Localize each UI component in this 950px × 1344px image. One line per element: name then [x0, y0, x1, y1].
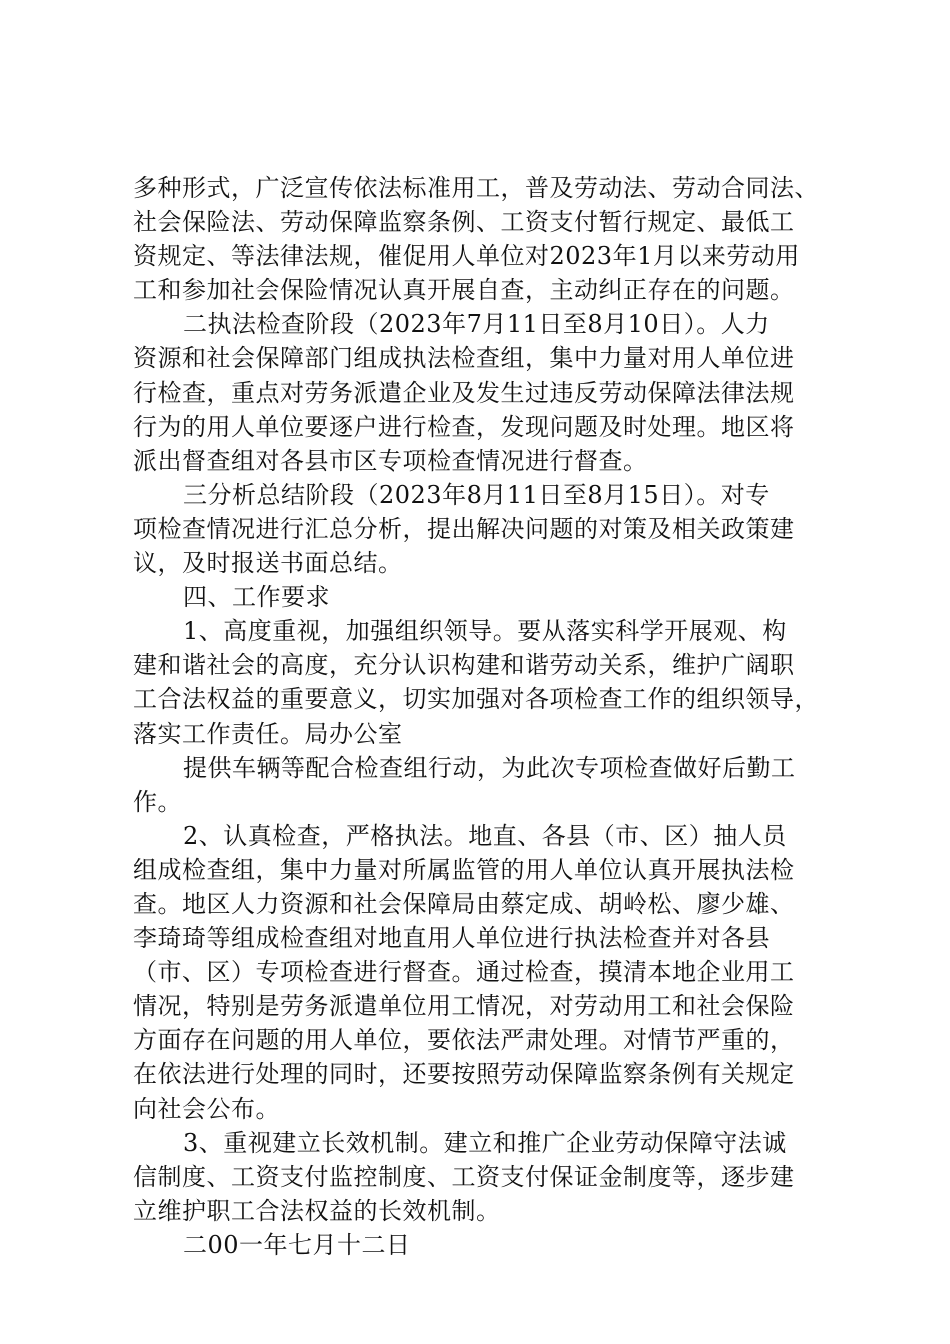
text-line: 落实工作责任。局办公室 — [133, 719, 403, 748]
text-line: 工合法权益的重要意义，切实加强对各项检查工作的组织领导， — [133, 685, 819, 714]
text-line: 查。地区人力资源和社会保障局由蔡定成、胡岭松、廖少雄、 — [133, 889, 795, 918]
text-line: 派出督查组对各县市区专项检查情况进行督查。 — [133, 446, 648, 475]
text-line: （市、区）专项检查进行督查。通过检查，摸清本地企业用工 — [133, 958, 795, 987]
text-line: 2、认真检查，严格执法。地直、各县（市、区）抽人员 — [183, 821, 787, 850]
text-line: 李琦琦等组成检查组对地直用人单位进行执法检查并对各县 — [133, 924, 770, 953]
document-body — [133, 171, 823, 1262]
text-line: 二00一年七月十二日 — [183, 1230, 411, 1259]
text-line: 行为的用人单位要逐户进行检查，发现问题及时处理。地区将 — [133, 412, 795, 441]
text-line: 在依法进行处理的同时，还要按照劳动保障监察条例有关规定 — [133, 1060, 795, 1089]
text-line: 议，及时报送书面总结。 — [133, 549, 403, 578]
text-line: 1、高度重视，加强组织领导。要从落实科学开展观、构 — [183, 617, 787, 646]
text-line: 项检查情况进行汇总分析，提出解决问题的对策及相关政策建 — [133, 514, 795, 543]
text-line: 资源和社会保障部门组成执法检查组，集中力量对用人单位进 — [133, 344, 795, 373]
text-line: 三分析总结阶段（2023年8月11日至8月15日）。对专 — [183, 480, 770, 509]
text-line: 提供车辆等配合检查组行动，为此次专项检查做好后勤工 — [183, 753, 796, 782]
text-line: 方面存在问题的用人单位，要依法严肃处理。对情节严重的， — [133, 1026, 795, 1055]
text-line: 3、重视建立长效机制。建立和推广企业劳动保障守法诚 — [183, 1128, 787, 1157]
text-line: 多种形式，广泛宣传依法标准用工，普及劳动法、劳动合同法、 — [133, 174, 819, 202]
text-line: 资规定、等法律法规，催促用人单位对2023年1月以来劳动用 — [133, 242, 800, 271]
text-line: 立维护职工合法权益的长效机制。 — [133, 1196, 501, 1225]
text-line: 向社会公布。 — [133, 1094, 280, 1123]
text-line: 组成检查组，集中力量对所属监管的用人单位认真开展执法检 — [133, 855, 795, 884]
text-line: 建和谐社会的高度，充分认识构建和谐劳动关系，维护广阔职 — [133, 651, 795, 680]
text-line: 社会保险法、劳动保障监察条例、工资支付暂行规定、最低工 — [133, 208, 795, 237]
text-line: 二执法检查阶段（2023年7月11日至8月10日）。人力 — [183, 310, 770, 339]
text-line: 情况，特别是劳务派遣单位用工情况，对劳动用工和社会保险 — [133, 992, 795, 1021]
text-line: 工和参加社会保险情况认真开展自查，主动纠正存在的问题。 — [133, 276, 795, 305]
text-line: 行检查，重点对劳务派遣企业及发生过违反劳动保障法律法规 — [133, 378, 795, 407]
text-line: 作。 — [133, 787, 182, 816]
text-line: 信制度、工资支付监控制度、工资支付保证金制度等，逐步建 — [133, 1162, 795, 1191]
text-line: 四、工作要求 — [183, 583, 330, 612]
